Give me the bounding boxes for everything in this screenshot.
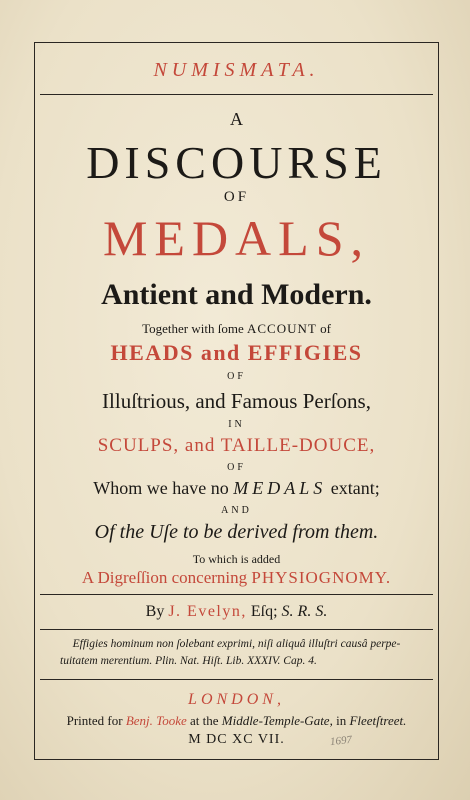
- series-title: NUMISMATA.: [153, 59, 320, 81]
- author-line: [36, 604, 437, 620]
- whom-line: [36, 479, 437, 497]
- connector-of-3: OF: [227, 462, 246, 473]
- whom-pre: Whom we have no: [93, 478, 234, 498]
- title-antient-modern: Antient and Modern.: [101, 278, 372, 311]
- esq-label: Eſq;: [246, 603, 282, 620]
- lower-rule: [40, 679, 433, 680]
- title-medals: MEDALS,: [102, 210, 371, 266]
- together-post: of: [316, 321, 331, 336]
- quote-line-1: Effigies hominum non ſolebant exprimi, niſi aliquâ illuſtri causâ perpe-: [72, 638, 401, 650]
- article-a: A: [230, 109, 243, 129]
- title-discourse: DISCOURSE: [86, 137, 387, 188]
- top-rule: [40, 94, 433, 95]
- london-imprint: LONDON,: [188, 691, 285, 708]
- printer-name: Benj. Tooke: [125, 713, 187, 728]
- whom-medals: MEDALS: [233, 478, 327, 498]
- sculps-line: SCULPS, and TAILLE-DOUCE,: [97, 435, 376, 456]
- digression-line: [36, 569, 437, 586]
- connector-of-2: OF: [227, 371, 246, 382]
- middle-rule-2: [40, 629, 433, 630]
- by-label: By: [145, 603, 169, 620]
- quote-line-2: tuitatem merentium. Plin. Nat. Hiſt. Lib. XXXIV. Cap. 4.: [60, 655, 317, 667]
- printed-for-line: [36, 714, 437, 727]
- illustrious-line: Illuſtrious, and Famous Perſons,: [102, 389, 371, 413]
- middle-rule-1: [40, 594, 433, 595]
- digression-pre: A Digreſſion concerning: [81, 568, 252, 587]
- use-line: Of the Uſe to be derived from them.: [94, 521, 379, 543]
- together-pre: Together with ſome: [142, 321, 247, 336]
- printer-street: Fleetſtreet.: [349, 713, 407, 728]
- printed-pre: Printed for: [66, 713, 126, 728]
- srs-label: S. R. S.: [281, 603, 328, 620]
- to-which-line: To which is added: [192, 552, 281, 566]
- heads-effigies: HEADS and EFFIGIES: [110, 340, 363, 365]
- connector-of-1: OF: [223, 189, 250, 205]
- together-line: [36, 322, 437, 335]
- publication-date: M DC XC VII.: [188, 732, 285, 747]
- author-name: J. Evelyn,: [168, 603, 247, 620]
- connector-in: IN: [228, 419, 245, 430]
- together-account: ACCOUNT: [246, 321, 317, 336]
- printer-gate: Middle-Temple-Gate,: [221, 713, 333, 728]
- printed-in: in: [332, 713, 350, 728]
- whom-post: extant;: [326, 478, 380, 498]
- handwritten-year-note: 1697: [329, 733, 353, 749]
- connector-and: AND: [221, 505, 252, 516]
- printed-mid: at the: [186, 713, 222, 728]
- digression-physiognomy: PHYSIOGNOMY.: [251, 568, 392, 587]
